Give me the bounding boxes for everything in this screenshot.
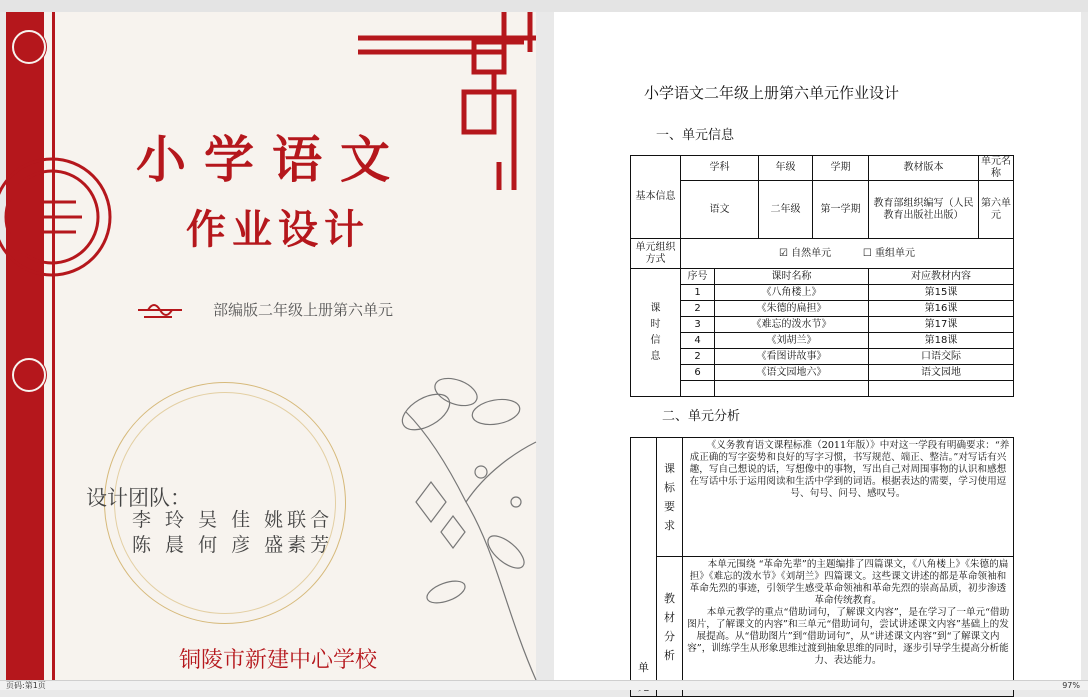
textbook-paragraph-1: 本单元围绕 “革命先辈”的主题编排了四篇课文，《八角楼上》《朱德的扁担》《难忘的泼水节》《刘胡兰》四篇课文。这些课文讲述的都是革命领袖和革命先烈的事迹，引领学生感受革命领袖和革命先烈的崇高品质，初步渗透革命传统教育。: [689, 559, 1009, 606]
design-team-row2: 陈 晨 何 彦 盛素芳: [132, 534, 334, 556]
lesson-name: 《语文园地六》: [715, 365, 869, 381]
header-grade: 年级: [759, 156, 813, 181]
lesson-header-content: 对应教材内容: [869, 269, 1014, 285]
lesson-name: 《朱德的扁担》: [715, 301, 869, 317]
lesson-header-name: 课时名称: [715, 269, 869, 285]
value-grade: 二年级: [759, 181, 813, 239]
lesson-content: 语文园地: [869, 365, 1014, 381]
textbook-label: 教材分析: [663, 591, 675, 662]
header-edition: 教材版本: [869, 156, 979, 181]
org-mode-options: [681, 239, 1014, 269]
value-edition: 教育部组织编写（人民教育出版社出版）: [869, 181, 979, 239]
cover-subtitle: 部编版二年级上册第六单元: [213, 301, 394, 319]
curriculum-label-cell: [656, 438, 682, 557]
seal-ornament-top-icon: [12, 30, 46, 64]
seal-ornament-bottom-icon: [12, 358, 46, 392]
cover-red-rule: [52, 12, 55, 680]
page-indicator[interactable]: 页码:第1页: [6, 681, 46, 690]
lesson-no: 3: [681, 317, 715, 333]
lesson-info-label: 课时信息: [631, 269, 681, 397]
textbook-paragraph-2: 本单元教学的重点“借助词句，了解课文内容”，是在学习了一单元“借助图片，了解课文的内容”和三单元“借助词句，尝试讲述课文内容”基础上的发展提高。从“借助图片”到“借助词句”，从“讲述课文内容”到“了解课文内容”，训练学生从形象思维过渡到抽象思维的同时，逐步引导学生提高分析能力、表达能力。: [687, 607, 1010, 666]
lesson-content: 口语交际: [869, 349, 1014, 365]
lesson-no: 4: [681, 333, 715, 349]
window-top-strip: [0, 0, 1088, 12]
lesson-no: 6: [681, 365, 715, 381]
lesson-content: 第18课: [869, 333, 1014, 349]
textbook-label-cell: [656, 557, 682, 697]
unit-info-table: [630, 155, 1014, 397]
lesson-content: 第15课: [869, 285, 1014, 301]
lesson-no: 2: [681, 301, 715, 317]
header-subject: 学科: [681, 156, 759, 181]
design-team-label: 设计团队：: [86, 486, 191, 510]
unit-analysis-table: [630, 437, 1014, 697]
lesson-name: 《八角楼上》: [715, 285, 869, 301]
curriculum-text-cell: [682, 438, 1013, 557]
unit-label: 单: [637, 661, 649, 674]
cover-title-line2: 作业设计: [186, 206, 370, 253]
lesson-no: 1: [681, 285, 715, 301]
lesson-empty-cell: [681, 381, 715, 397]
school-name: 铜陵市新建中心学校: [179, 648, 378, 673]
lesson-name: 《看图讲故事》: [715, 349, 869, 365]
lesson-empty-cell: [715, 381, 869, 397]
cover-title-line1: 小学语文: [136, 130, 408, 189]
textbook-text-cell: [682, 557, 1013, 697]
cover-red-band: [6, 12, 44, 680]
status-bar: [0, 680, 1088, 690]
curriculum-text: 《义务教育语文课程标准（2011年版）》中对这一学段有明确要求：“养成正确的写字姿势和良好的写字习惯，书写规范、端正、整洁。”对写话有兴趣，写自己想说的话，写想像中的事物，写出自己对周围事物的认识和感想 在写话中乐于运用阅读和生活中学到的词语。根据表达的需要，学习使用逗号、句号、问号、感叹号。: [689, 440, 1010, 499]
lesson-content: 第16课: [869, 301, 1014, 317]
value-term: 第一学期: [813, 181, 869, 239]
header-term: 学期: [813, 156, 869, 181]
lesson-header-no: 序号: [681, 269, 715, 285]
org-mode-label: 单元组织方式: [631, 239, 681, 269]
section-unit-info-heading: 一、单元信息: [656, 128, 735, 143]
value-subject: 语文: [681, 181, 759, 239]
lesson-name: 《难忘的泼水节》: [715, 317, 869, 333]
header-unit-name: 单元名称: [979, 156, 1014, 181]
value-unit-name: 第六单元: [979, 181, 1014, 239]
document-page: [554, 12, 1081, 680]
round-pattern-ornament-icon: [16, 152, 120, 282]
design-team-row1: 李 玲 吴 佳 姚联合: [132, 509, 334, 531]
org-natural-checkbox: ☑ 自然单元: [778, 247, 832, 259]
basic-info-label: 基本信息: [631, 156, 681, 239]
curriculum-label: 课标要求: [663, 462, 675, 532]
cloud-ornament-icon: [136, 298, 184, 320]
lesson-empty-cell: [869, 381, 1014, 397]
section-unit-analysis-heading: 二、单元分析: [662, 409, 741, 424]
lesson-content: 第17课: [869, 317, 1014, 333]
lesson-no: 2: [681, 349, 715, 365]
cover-page: [6, 12, 536, 680]
flower-sketch-illustration-icon: [386, 352, 536, 680]
doc-title: 小学语文二年级上册第六单元作业设计: [644, 84, 900, 102]
lesson-name: 《刘胡兰》: [715, 333, 869, 349]
org-regroup-checkbox: ☐ 重组单元: [862, 247, 916, 259]
unit-label-cell: [631, 438, 657, 697]
zoom-level[interactable]: 97%: [1062, 681, 1080, 690]
